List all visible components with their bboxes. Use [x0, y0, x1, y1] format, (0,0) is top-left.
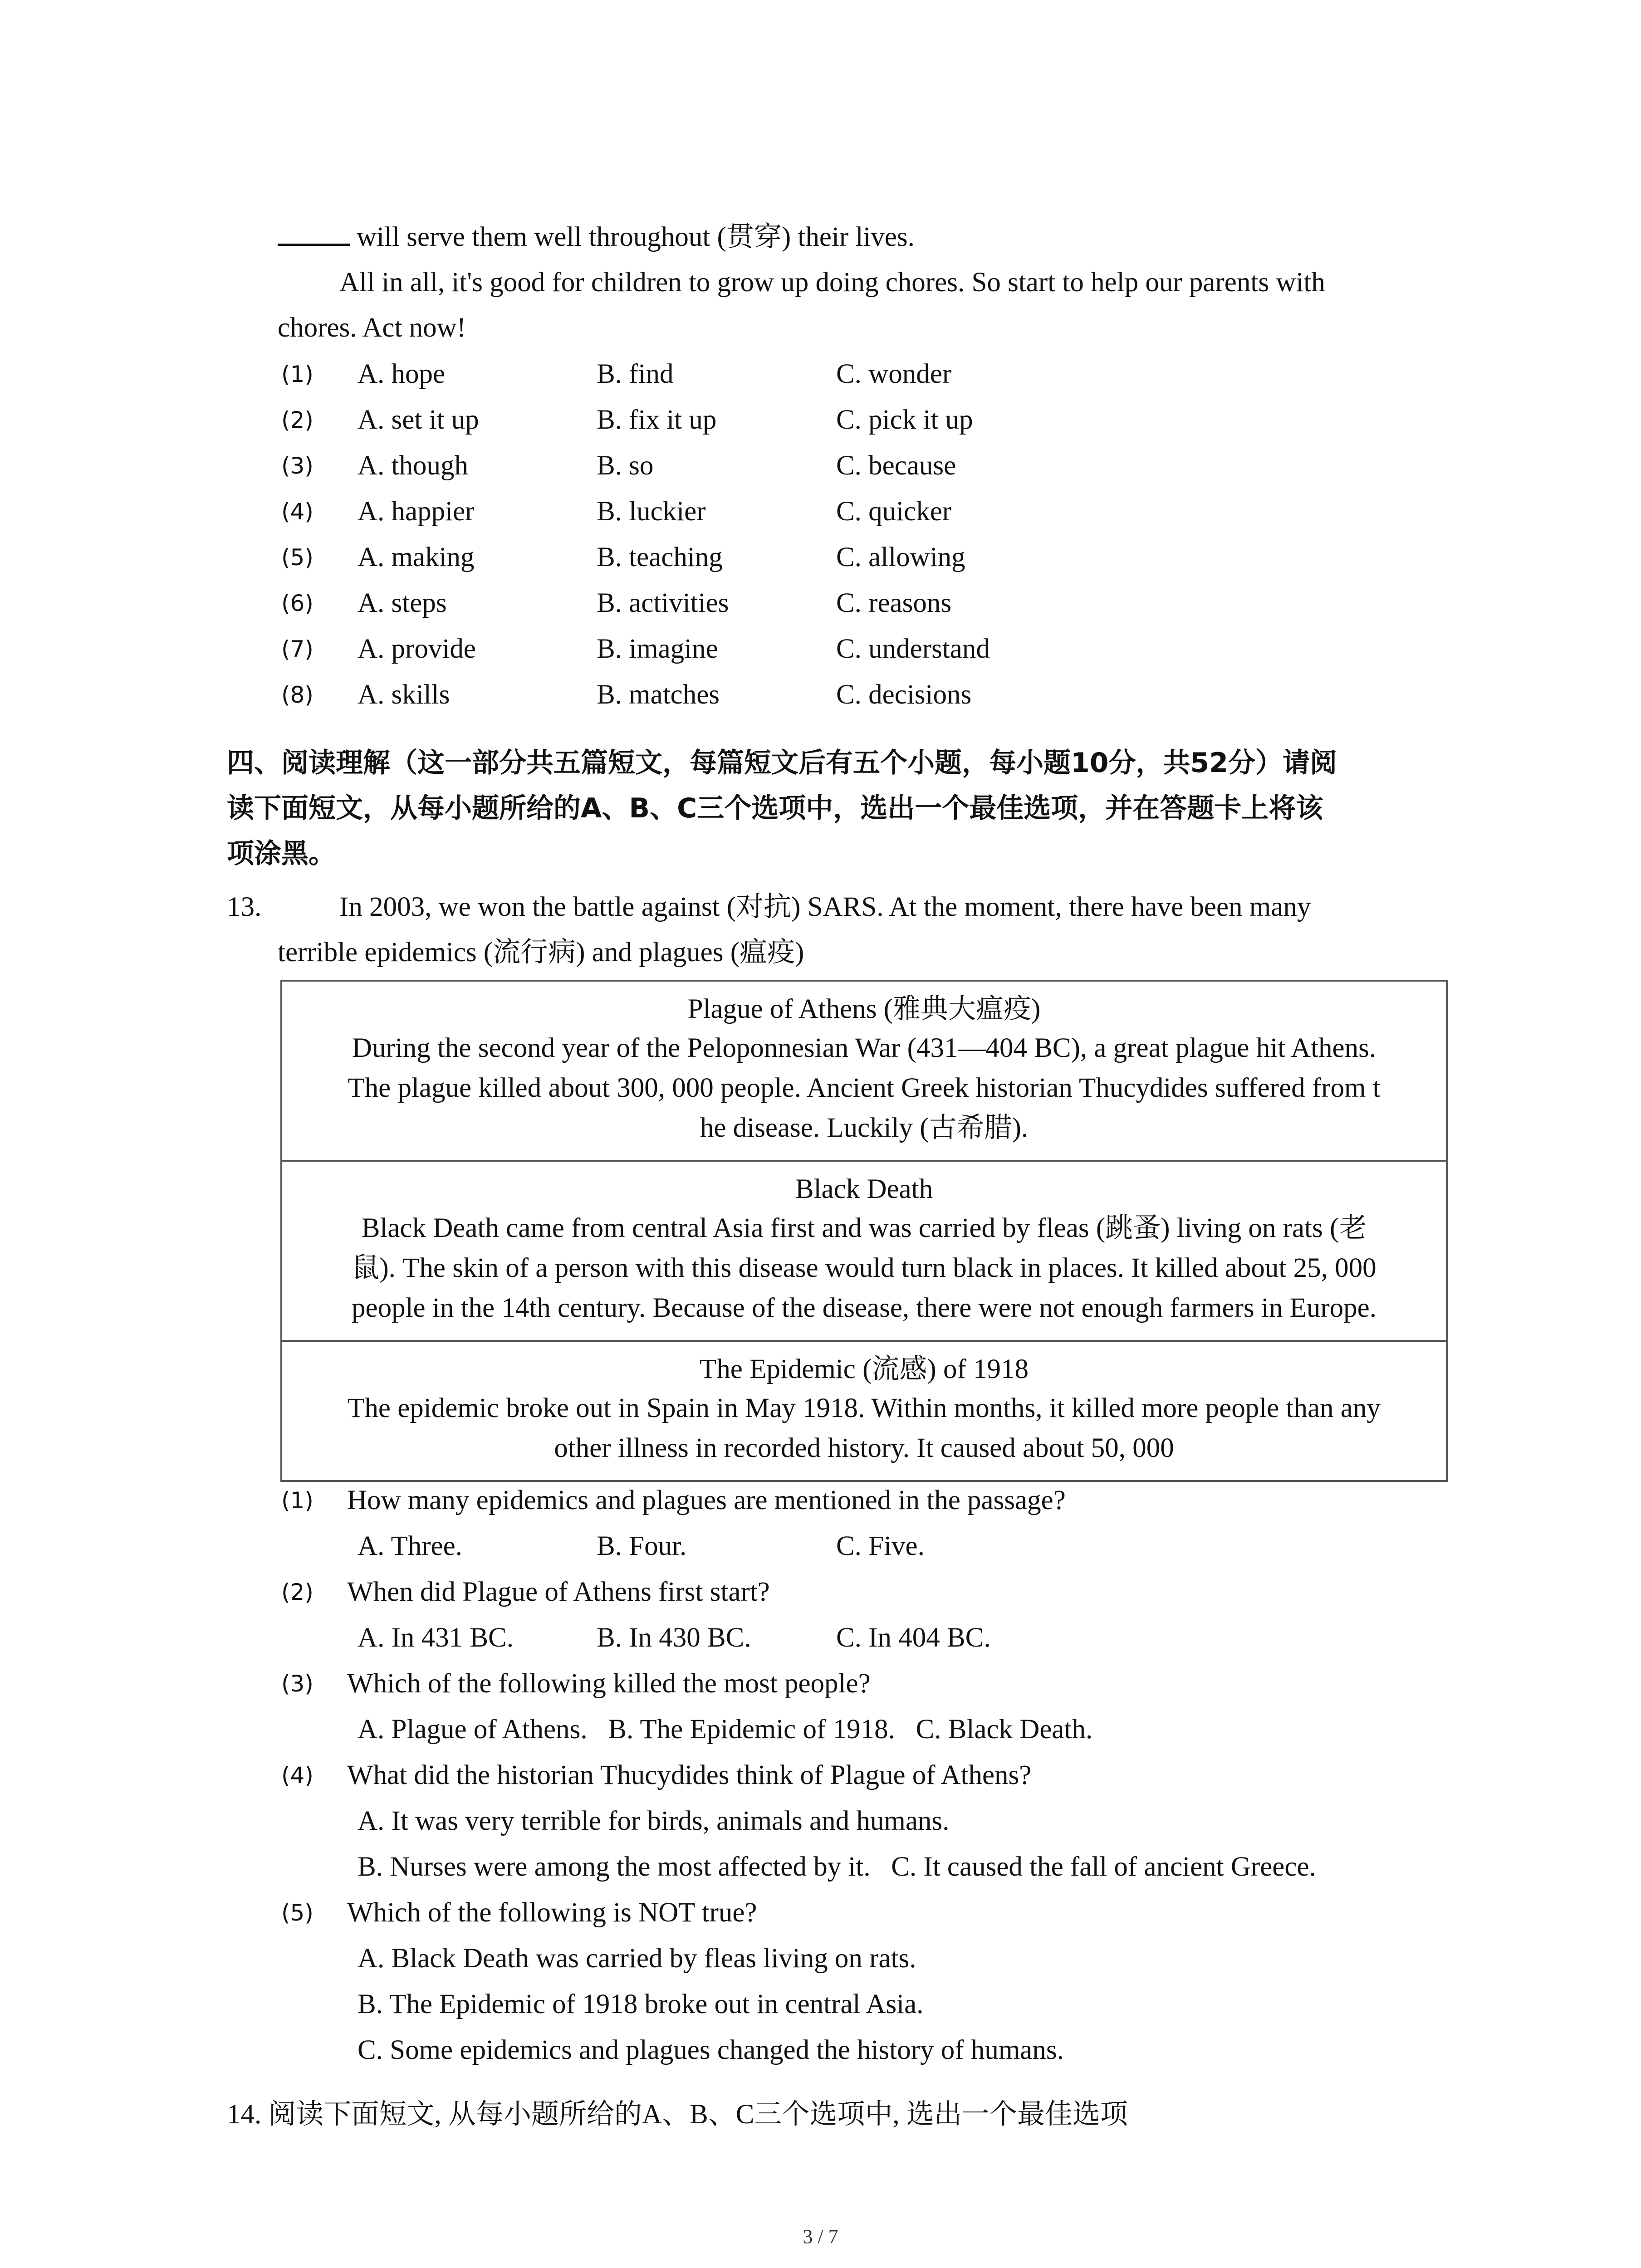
options-line: B. Nurses were among the most affected by it. C. It caused the fall of ancient Greece. [358, 1852, 1316, 1882]
table-row-body-line: 鼠). The skin of a person with this disease would turn black in places. It killed about 25, 000 [352, 1253, 1376, 1283]
table-row-epidemic-1918 [282, 1342, 1446, 1480]
option-b: B. find [597, 359, 674, 389]
section-heading-line-2: 读下面短文，从每小题所给的A、B、C三个选项中，选出一个最佳选项，并在答题卡上将该 [227, 792, 1323, 824]
sub-question-stem: Which of the following is NOT true? [347, 1897, 757, 1928]
option-c: C. In 404 BC. [836, 1623, 991, 1653]
table-row-body-line: he disease. Luckily (古希腊). [700, 1113, 1029, 1143]
table-row-black-death [282, 1162, 1446, 1342]
option-c: C. allowing [836, 542, 965, 572]
intro-line-3: chores. Act now! [278, 313, 466, 343]
cloze-number: (3) [281, 453, 314, 479]
option-b: B. luckier [597, 496, 706, 527]
question-13-intro-1: In 2003, we won the battle against (对抗) SARS. At the moment, there have been many [339, 892, 1311, 922]
sub-question-number: (2) [281, 1579, 314, 1605]
question-13-intro-2: terrible epidemics (流行病) and plagues (瘟疫) [278, 937, 804, 968]
sub-question-stem: Which of the following killed the most people? [347, 1668, 871, 1699]
sub-question-number: (3) [281, 1671, 314, 1697]
section-heading-line-1: 四、阅读理解（这一部分共五篇短文，每篇短文后有五个小题，每小题10分，共52分）请阅 [227, 747, 1337, 779]
option-c: C. pick it up [836, 405, 973, 435]
cloze-number: (5) [281, 544, 314, 571]
page-number: 3 / 7 [803, 2225, 838, 2248]
option-c: C. Five. [836, 1531, 925, 1561]
table-row-title: Plague of Athens (雅典大瘟疫) [687, 994, 1041, 1024]
cloze-number: (1) [281, 361, 314, 387]
option-b: B. imagine [597, 634, 718, 664]
option-a: A. hope [358, 359, 446, 389]
option-a: A. though [358, 450, 468, 481]
option-b: B. activities [597, 588, 729, 618]
table-row-plague-of-athens [282, 982, 1446, 1162]
table-row-body-line: Black Death came from central Asia first and was carried by fleas (跳蚤) living on rats (老 [361, 1213, 1367, 1243]
question-13-number: 13. [227, 892, 262, 922]
option-b: B. teaching [597, 542, 723, 572]
option-c: C. reasons [836, 588, 952, 618]
section-heading [227, 740, 1452, 876]
option-a: A. making [358, 542, 475, 572]
sub-question-number: (1) [281, 1487, 314, 1514]
option-b: B. matches [597, 679, 720, 710]
intro-line-1 [278, 218, 915, 255]
option-c: C. Some epidemics and plagues changed the history of humans. [358, 2035, 1064, 2065]
table-row-body-line: people in the 14th century. Because of the disease, there were not enough farmers in Europe. [352, 1293, 1376, 1323]
option-c: C. because [836, 450, 956, 481]
table-row-body-line: The plague killed about 300, 000 people. Ancient Greek historian Thucydides suffered from t [348, 1073, 1381, 1103]
table-row-title: The Epidemic (流感) of 1918 [699, 1354, 1029, 1384]
sub-question-number: (5) [281, 1900, 314, 1926]
option-a: A. happier [358, 496, 475, 527]
option-a: A. provide [358, 634, 476, 664]
epidemics-table [280, 980, 1448, 1482]
cloze-number: (2) [281, 407, 314, 433]
option-a: A. It was very terrible for birds, animals and humans. [358, 1806, 950, 1836]
cloze-number: (7) [281, 636, 314, 662]
table-row-body-line: During the second year of the Peloponnesian War (431—404 BC), a great plague hit Athens. [352, 1033, 1376, 1063]
option-a: A. steps [358, 588, 447, 618]
intro-line-2: All in all, it's good for children to grow up doing chores. So start to help our parents with [339, 267, 1325, 298]
option-c: C. decisions [836, 679, 972, 710]
sub-question-stem: What did the historian Thucydides think of Plague of Athens? [347, 1760, 1032, 1790]
option-a: A. Black Death was carried by fleas living on rats. [358, 1943, 916, 1974]
option-b: B. so [597, 450, 654, 481]
table-row-title: Black Death [795, 1174, 933, 1204]
option-b: B. Four. [597, 1531, 687, 1561]
section-heading-line-3: 项涂黑。 [227, 838, 336, 870]
question-14: 14. 阅读下面短文, 从每小题所给的A、B、C三个选项中, 选出一个最佳选项 [227, 2099, 1128, 2130]
option-c: C. quicker [836, 496, 952, 527]
answer-blank [278, 218, 350, 246]
option-b: B. In 430 BC. [597, 1623, 751, 1653]
option-c: C. wonder [836, 359, 952, 389]
option-a: A. skills [358, 679, 450, 710]
option-a: A. In 431 BC. [358, 1623, 514, 1653]
option-a: A. Three. [358, 1531, 462, 1561]
option-b: B. The Epidemic of 1918 broke out in central Asia. [358, 1989, 924, 2019]
options-line: A. Plague of Athens. B. The Epidemic of 1918. C. Black Death. [358, 1714, 1093, 1745]
cloze-number: (4) [281, 499, 314, 525]
table-row-body-line: The epidemic broke out in Spain in May 1918. Within months, it killed more people than any [348, 1393, 1381, 1423]
sub-question-stem: When did Plague of Athens first start? [347, 1577, 770, 1607]
option-b: B. fix it up [597, 405, 717, 435]
cloze-number: (8) [281, 682, 314, 708]
option-a: A. set it up [358, 405, 479, 435]
sub-question-number: (4) [281, 1762, 314, 1789]
intro-line-1-text: will serve them well throughout (贯穿) their lives. [357, 222, 915, 252]
sub-question-stem: How many epidemics and plagues are mentioned in the passage? [347, 1485, 1066, 1515]
option-c: C. understand [836, 634, 990, 664]
table-row-body-line: other illness in recorded history. It caused about 50, 000 [554, 1433, 1174, 1463]
cloze-number: (6) [281, 590, 314, 616]
